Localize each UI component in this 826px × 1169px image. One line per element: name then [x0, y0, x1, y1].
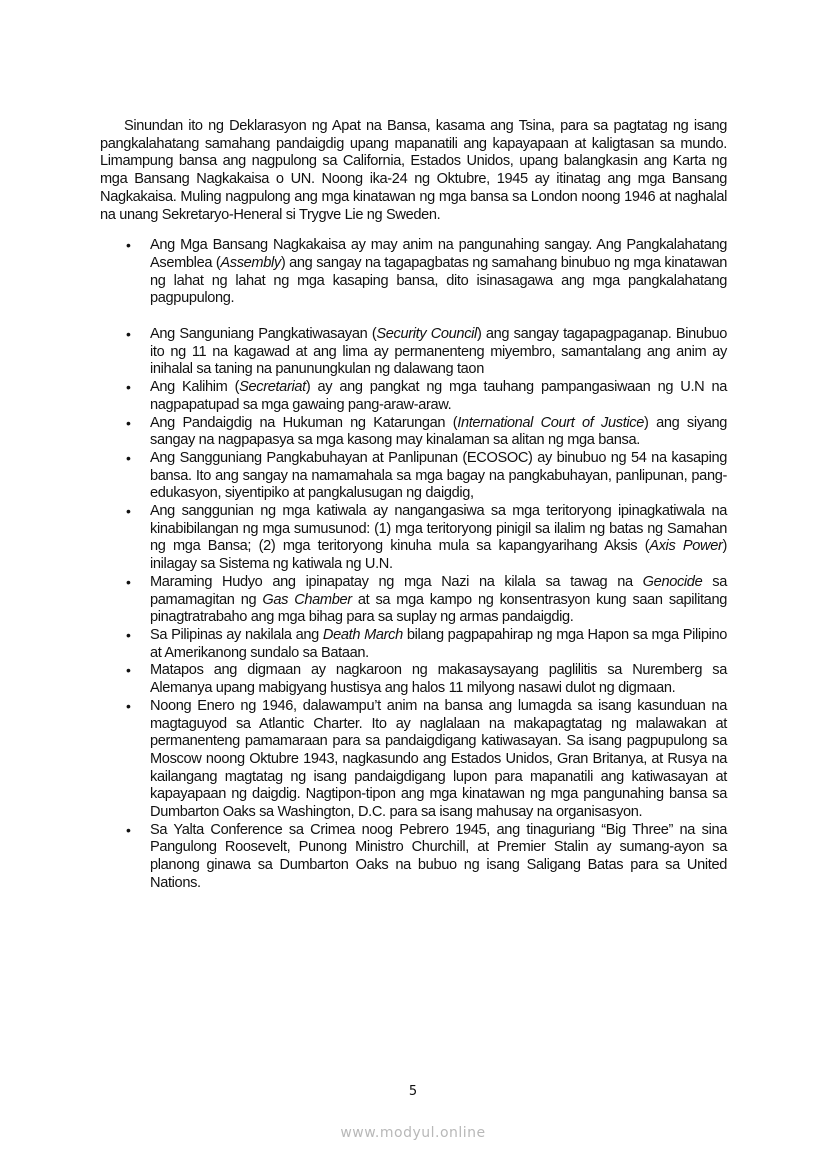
list-item: [100, 237, 727, 308]
list-item-text: Ang Kalihim (: [150, 379, 240, 396]
bullet-icon: •: [126, 237, 131, 254]
list-item-italic-term: Secretariat: [239, 379, 306, 396]
list-item-text: sa pamamagitan ng: [150, 573, 727, 608]
bullet-icon: •: [126, 573, 131, 590]
list-item-italic-term: Gas Chamber: [262, 591, 352, 608]
page-number: 5: [408, 1084, 418, 1099]
list-item-text: Sa Yalta Conference sa Crimea noog Pebrero 1945, ang tinaguriang “Big Three” na sina Pangulong Roosevelt, Punong Ministro Churchill, at Premier Stalin ay sumang-ayon sa planong ginawa sa Dumbarton Oaks na bubuo ng isang Saligang Batas para sa United Nations.: [150, 821, 727, 891]
bullet-icon: •: [126, 326, 131, 343]
bullet-icon: •: [126, 379, 131, 396]
list-item: [100, 450, 727, 503]
list-item-text: Ang Sanguniang Pangkatiwasayan (: [150, 326, 377, 343]
bullet-icon: •: [126, 449, 131, 466]
list-item-text: Ang Mga Bansang Nagkakaisa ay may anim na pangunahing sangay. Ang Pangkalahatang Asemblea (: [150, 237, 727, 271]
list-item-text: Matapos ang digmaan ay nagkaroon ng makasaysayang paglilitis sa Nuremberg sa Alemanya upang mabigyang hustisya ang halos 11 milyong nasawi dulot ng digmaan.: [150, 662, 727, 697]
bullet-list: [100, 237, 727, 892]
list-item: [100, 326, 727, 379]
list-item-italic-term: Assembly: [220, 254, 281, 271]
list-item: [100, 574, 727, 627]
list-item: [100, 379, 727, 414]
list-item: [100, 415, 727, 450]
list-item-italic-term: Security Council: [376, 326, 477, 343]
list-item-text: Ang sanggunian ng mga katiwala ay nangangasiwa sa mga teritoryong ipinagkatiwala na kinabibilangan ng mga sumusunod: (1) mga teritoryong pinigil sa ilalim ng batas ng Samahan ng mga Bansa; (2) mga teritoryong kinuha mula sa kapangyarihang Aksis (: [150, 503, 727, 555]
list-item-text: ) ang sangay tagapagpaganap. Binubuo ito ng 11 na kagawad at ang lima ay permanenteng miyembro, samantalang ang anim ay inihalal sa taning na panunungkulan ng dalawang taon: [150, 326, 727, 378]
list-item-italic-term: Genocide: [642, 573, 703, 590]
list-item: [100, 627, 727, 662]
list-item-text: Ang Pandaigdig na Hukuman ng Katarungan (: [150, 414, 458, 431]
list-item-text: ) ang siyang sangay na nagpapasya sa mga kasong may kinalaman sa alitan ng mga bansa.: [150, 414, 728, 449]
list-item-text: at sa mga kampo ng konsentrasyon kung saan sapilitang pinagtratrabaho ang mga bihag para sa suplay ng armas pandaigdig.: [150, 591, 727, 626]
bullet-icon: •: [126, 821, 131, 838]
list-item-text: ) inilagay sa Sistema ng katiwala ng U.N.: [150, 538, 727, 573]
bullet-icon: •: [126, 697, 131, 714]
list-item-text: ) ang sangay na tagapagbatas ng samahang binubuo ng mga kinatawan ng lahat ng lahat ng mga kasaping bansa, dito isinasagawa ang mga pangkalahatang pagpupulong.: [150, 254, 727, 307]
bullet-icon: •: [126, 503, 131, 520]
bullet-icon: •: [126, 662, 131, 679]
list-item-italic-term: Death March: [322, 626, 403, 643]
list-item-italic-term: Axis Power: [649, 538, 723, 555]
bullet-icon: •: [126, 414, 131, 431]
list-item: [100, 822, 727, 893]
list-item-text: bilang pagpapahirap ng mga Hapon sa mga Pilipino at Amerikanong sundalo sa Bataan.: [150, 626, 728, 661]
list-item-text: Sa Pilipinas ay nakilala ang: [150, 626, 323, 643]
list-item: [100, 698, 727, 822]
list-item: [100, 503, 727, 574]
list-item: [100, 662, 727, 697]
watermark: www.modyul.online: [340, 1125, 486, 1141]
list-item-text: Noong Enero ng 1946, dalawampu’t anim na bansa ang lumagda sa isang kasunduan na magtaguyod sa Atlantic Charter. Ito ay naglalaan na makapagtatag ng malawakan at permanenteng pamamaraan para sa pandaigdigang katiwasayan. Sa isang pagpupulong sa Moscow noong Oktubre 1943, nagkasundo ang Estados Unidos, Gran Britanya, at Rusya na kailangang magtatag ng isang pandaigdigang lupon para mapanatili ang katiwasayan at kapayapaan ng daigdig. Nagtipon-tipon ang mga kinatawan ng mga pangunahing bansa sa Dumbarton Oaks sa Washington, D.C. para sa isang mahusay na organisasyon.: [150, 697, 727, 821]
list-item-text: Maraming Hudyo ang ipinapatay ng mga Nazi na kilala sa tawag na: [150, 573, 643, 590]
bullet-icon: •: [126, 626, 131, 643]
list-item-text: Ang Sangguniang Pangkabuhayan at Panlipunan (ECOSOC) ay binubuo ng 54 na kasaping bansa. Ito ang sangay na namamahala sa mga bagay na pangkabuhayan, panlipunan, pang-edukasyon, siyentipiko at pangkalusugan ng daigdig,: [150, 449, 727, 502]
list-item-text: ) ay ang pangkat ng mga tauhang pampangasiwaan ng U.N na nagpapatupad sa mga gawaing pang-araw-araw.: [150, 379, 727, 413]
list-item-italic-term: International Court of Justice: [457, 414, 645, 431]
document-body: [100, 118, 727, 893]
intro-paragraph: Sinundan ito ng Deklarasyon ng Apat na Bansa, kasama ang Tsina, para sa pagtatag ng isang pangkalahatang samahang pandaigdig upang mapanatili ang kapayapaan at kaligtasan sa mundo. Limampung bansa ang nagpulong sa California, Estados Unidos, upang balangkasin ang Karta ng mga Bansang Nagkakaisa o UN. Noong ika-24 ng Oktubre, 1945 ay itinatag ang mga Bansang Nagkakaisa. Muling nagpulong ang mga kinatawan ng mga bansa sa London noong 1946 at naghalal na unang Sekretaryo-Heneral si Trygve Lie ng Sweden.: [100, 118, 727, 223]
